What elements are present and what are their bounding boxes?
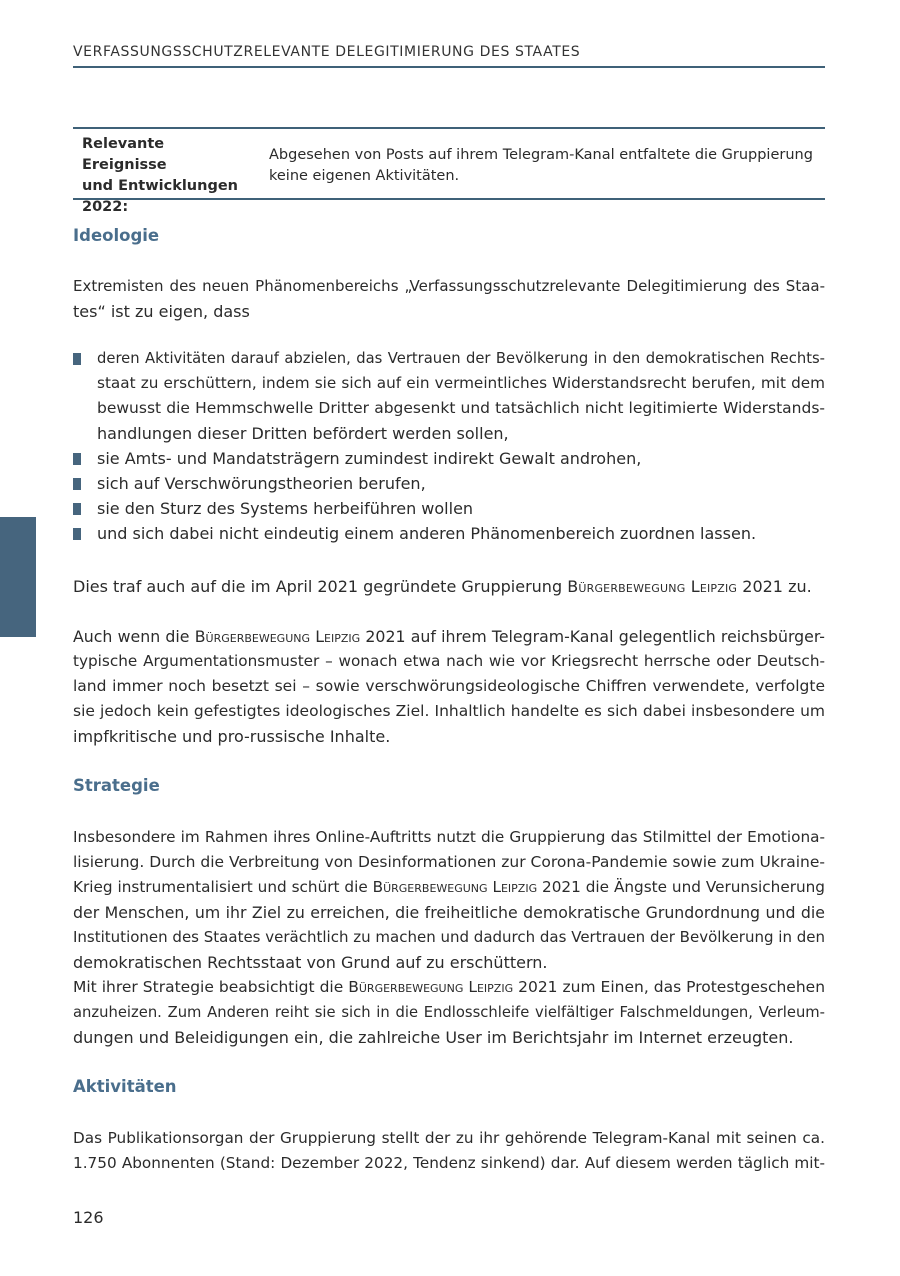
text-line: sich auf Verschwörungstheorien berufen, xyxy=(97,474,426,493)
text-line xyxy=(73,875,825,900)
text-line: tes“ ist zu eigen, dass xyxy=(73,302,250,321)
text-run: 2021 zum Einen, das Protestgeschehen xyxy=(513,978,826,996)
text-line: 1.750 Abonnenten (Stand: Dezember 2022, Tendenz sinkend) dar. Auf diesem werden täglich mit- xyxy=(73,1154,825,1172)
square-bullet-icon xyxy=(73,453,81,465)
text-run: 2021 zu. xyxy=(737,577,812,596)
text-line: Insbesondere im Rahmen ihres Online-Auftritts nutzt die Gruppierung das Stilmittel der Emotiona- xyxy=(73,828,825,846)
text-line: der Menschen, um ihr Ziel zu erreichen, die freiheitliche demokratische Grundordnung und die xyxy=(73,903,825,922)
heading-strategie: Strategie xyxy=(73,776,160,795)
info-value-line: keine eigenen Aktivitäten. xyxy=(269,168,460,184)
text-line xyxy=(73,975,825,1000)
org-name: Bürgerbewegung Leipzig xyxy=(372,878,538,896)
ideologie-paragraph-1 xyxy=(73,574,825,599)
bullet-item xyxy=(73,346,825,446)
strategie-paragraph xyxy=(73,825,825,1050)
text-line: Institutionen des Staates verächtlich zu machen und dadurch das Vertrauen der Bevölkerung in den xyxy=(73,928,825,946)
text-line: anzuheizen. Zum Anderen reiht sie sich in die Endlosschleife vielfältiger Falschmeldungen, Verleum- xyxy=(73,1004,825,1021)
text-run: Dies traf auch auf die im April 2021 gegründete Gruppierung xyxy=(73,577,568,596)
text-line: deren Aktivitäten darauf abzielen, das Vertrauen der Bevölkerung in den demokratischen Rechts- xyxy=(97,350,825,367)
text-line: demokratischen Rechtsstaat von Grund auf zu erschüttern. xyxy=(73,953,548,972)
text-run: 2021 die Ängste und Verunsicherung xyxy=(537,878,825,896)
bullet-item xyxy=(73,521,825,546)
running-head: VERFASSUNGSSCHUTZRELEVANTE DELEGITIMIERUNG DES STAATES xyxy=(73,44,581,60)
ideologie-intro xyxy=(73,274,825,324)
bullet-item xyxy=(73,471,825,496)
text-run: Krieg instrumentalisiert und schürt die xyxy=(73,878,373,896)
org-name: Bürgerbewegung Leipzig xyxy=(194,627,361,646)
header-rule xyxy=(73,66,825,68)
text-line: land immer noch besetzt sei – sowie verschwörungsideologische Chiffren verwendete, verfolgte xyxy=(73,677,825,695)
text-line xyxy=(73,624,825,649)
text-run: Auch wenn die xyxy=(73,627,195,646)
info-label-line: 2022: xyxy=(82,199,129,215)
info-label-line: Relevante Ereignisse xyxy=(82,136,167,173)
org-name: Bürgerbewegung Leipzig xyxy=(348,978,514,996)
info-value-line: Abgesehen von Posts auf ihrem Telegram-Kanal entfaltete die Gruppierung xyxy=(269,147,813,163)
square-bullet-icon xyxy=(73,353,81,365)
info-box xyxy=(73,127,825,215)
text-line: lisierung. Durch die Verbreitung von Desinformationen zur Corona-Pandemie sowie zum Ukraine- xyxy=(73,853,825,871)
page-number: 126 xyxy=(73,1208,104,1227)
info-label-line: und Entwicklungen xyxy=(82,178,238,194)
chapter-side-tab xyxy=(0,517,36,637)
org-name: Bürgerbewegung Leipzig xyxy=(567,577,738,596)
square-bullet-icon xyxy=(73,528,81,540)
text-line: Das Publikationsorgan der Gruppierung stellt der zu ihr gehörende Telegram-Kanal mit seinen ca. xyxy=(73,1129,825,1147)
text-line: handlungen dieser Dritten befördert werden sollen, xyxy=(97,424,509,443)
text-line: impfkritische und pro-russische Inhalte. xyxy=(73,727,391,746)
text-line: staat zu erschüttern, indem sie sich auf ein vermeintliches Widerstandsrecht berufen, mit dem xyxy=(97,374,825,392)
info-box-value xyxy=(269,145,819,187)
text-run: Mit ihrer Strategie beabsichtigt die xyxy=(73,978,349,996)
text-line xyxy=(73,574,825,599)
square-bullet-icon xyxy=(73,503,81,515)
text-line: dungen und Beleidigungen ein, die zahlreiche User im Berichtsjahr im Internet erzeugten. xyxy=(73,1028,794,1047)
text-line: sie Amts- und Mandatsträgern zumindest indirekt Gewalt androhen, xyxy=(97,449,642,468)
aktivitaeten-paragraph xyxy=(73,1126,825,1176)
text-run: 2021 auf ihrem Telegram-Kanal gelegentlich reichsbürger- xyxy=(360,627,825,646)
text-line: typische Argumentationsmuster – wonach etwa nach wie vor Kriegsrecht herrsche oder Deutsch- xyxy=(73,652,825,670)
text-line: sie den Sturz des Systems herbeiführen wollen xyxy=(97,499,474,518)
bullet-item xyxy=(73,446,825,471)
bullet-item xyxy=(73,496,825,521)
heading-aktivitaeten: Aktivitäten xyxy=(73,1077,177,1096)
text-line: bewusst die Hemmschwelle Dritter abgesenkt und tatsächlich nicht legitimierte Widerstands- xyxy=(97,399,825,417)
text-line: sie jedoch kein gefestigtes ideologisches Ziel. Inhaltlich handelte es sich dabei insbesondere um xyxy=(73,702,825,720)
square-bullet-icon xyxy=(73,478,81,490)
ideologie-bullet-list xyxy=(73,346,825,546)
ideologie-paragraph-2 xyxy=(73,624,825,749)
text-line: Extremisten des neuen Phänomenbereichs „Verfassungsschutzrelevante Delegitimierung des Staa- xyxy=(73,277,825,295)
heading-ideologie: Ideologie xyxy=(73,226,160,245)
info-box-label xyxy=(82,134,252,218)
text-line: und sich dabei nicht eindeutig einem anderen Phänomenbereich zuordnen lassen. xyxy=(97,524,757,543)
